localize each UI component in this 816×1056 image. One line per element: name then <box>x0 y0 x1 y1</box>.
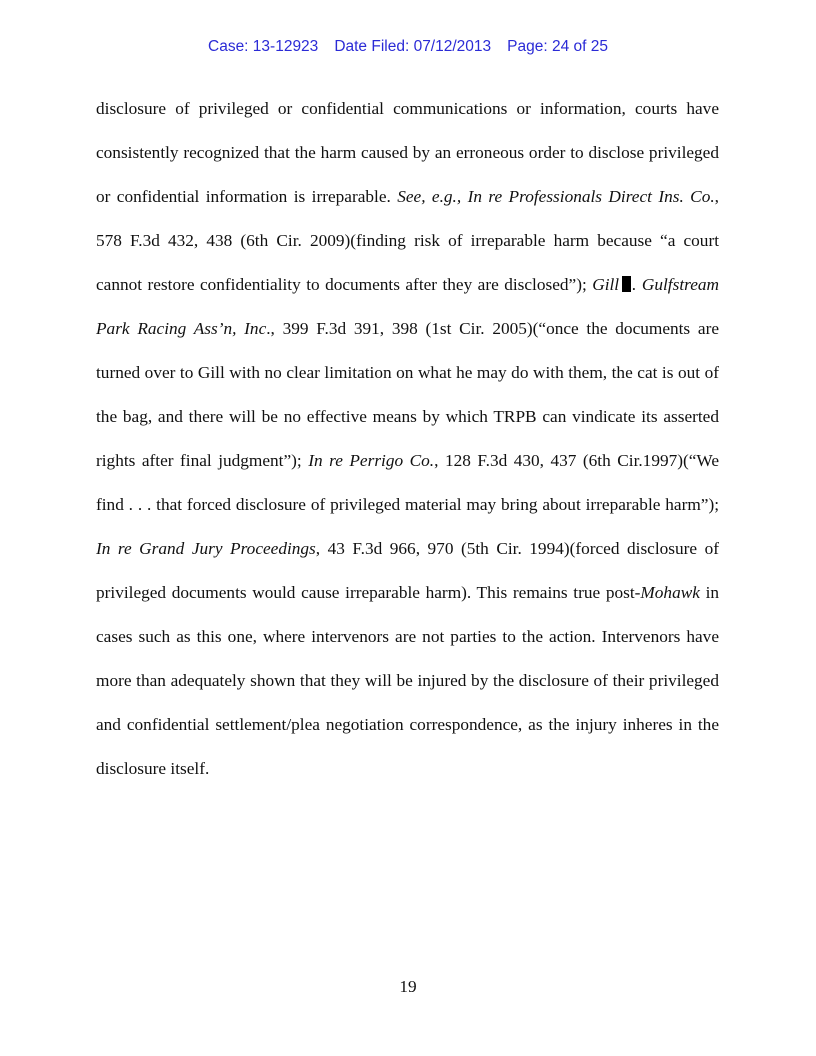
text-run: in cases such as this one, where intervenors are not parties to the action. Intervenors have more than adequately shown that they will be injured by the disclosure of their privileged and confidential settlement/plea negotiation correspondence, as the injury inheres in the disclosure itself. <box>96 583 720 778</box>
citation-perrigo: In re Perrigo Co. <box>308 451 435 470</box>
body-paragraph <box>96 87 719 791</box>
case-number: Case: 13-12923 <box>208 38 319 55</box>
page-number: 19 <box>399 977 417 996</box>
text-run: , 43 F.3d 966, 970 (5th Cir. 1994)(forced disclosure of privileged documents would cause irreparable harm). This remains true post- <box>96 539 719 602</box>
filing-header <box>0 38 816 56</box>
page-indicator: Page: 24 of 25 <box>507 38 608 55</box>
citation-gill: Gill <box>592 275 620 294</box>
citation-professionals-direct: See, e.g., In re Professionals Direct Ins. Co. <box>397 187 715 206</box>
text-run: disclosure of privileged or confidential communications or information, courts have consistently recognized that the harm caused by an erroneous order to disclose privileged or confidential information is irreparable. <box>96 99 719 206</box>
date-filed: Date Filed: 07/12/2013 <box>334 38 492 55</box>
body-text <box>96 87 719 791</box>
text-run: ., 399 F.3d 391, 398 (1st Cir. 2005)(“once the documents are turned over to Gill with no clear limitation on what he may do with them, the cat is out of the bag, and there will be no effective means by which TRPB can vindicate its asserted rights after final judgment”); <box>96 319 719 470</box>
text-run: , 578 F.3d 432, 438 (6th Cir. 2009)(finding risk of irreparable harm because “a court cannot restore confidentiality to documents after they are disclosed”); <box>96 187 719 294</box>
citation-grand-jury: In re Grand Jury Proceedings <box>96 539 316 558</box>
redaction-mark <box>622 276 631 292</box>
text-run: , 128 F.3d 430, 437 (6th Cir.1997)(“We find . . . that forced disclosure of privileged material may bring about irreparable harm”); <box>96 451 720 514</box>
citation-mohawk: Mohawk <box>640 583 700 602</box>
citation-gulfstream: . Gulfstream Park Racing Ass’n, Inc <box>96 275 719 338</box>
